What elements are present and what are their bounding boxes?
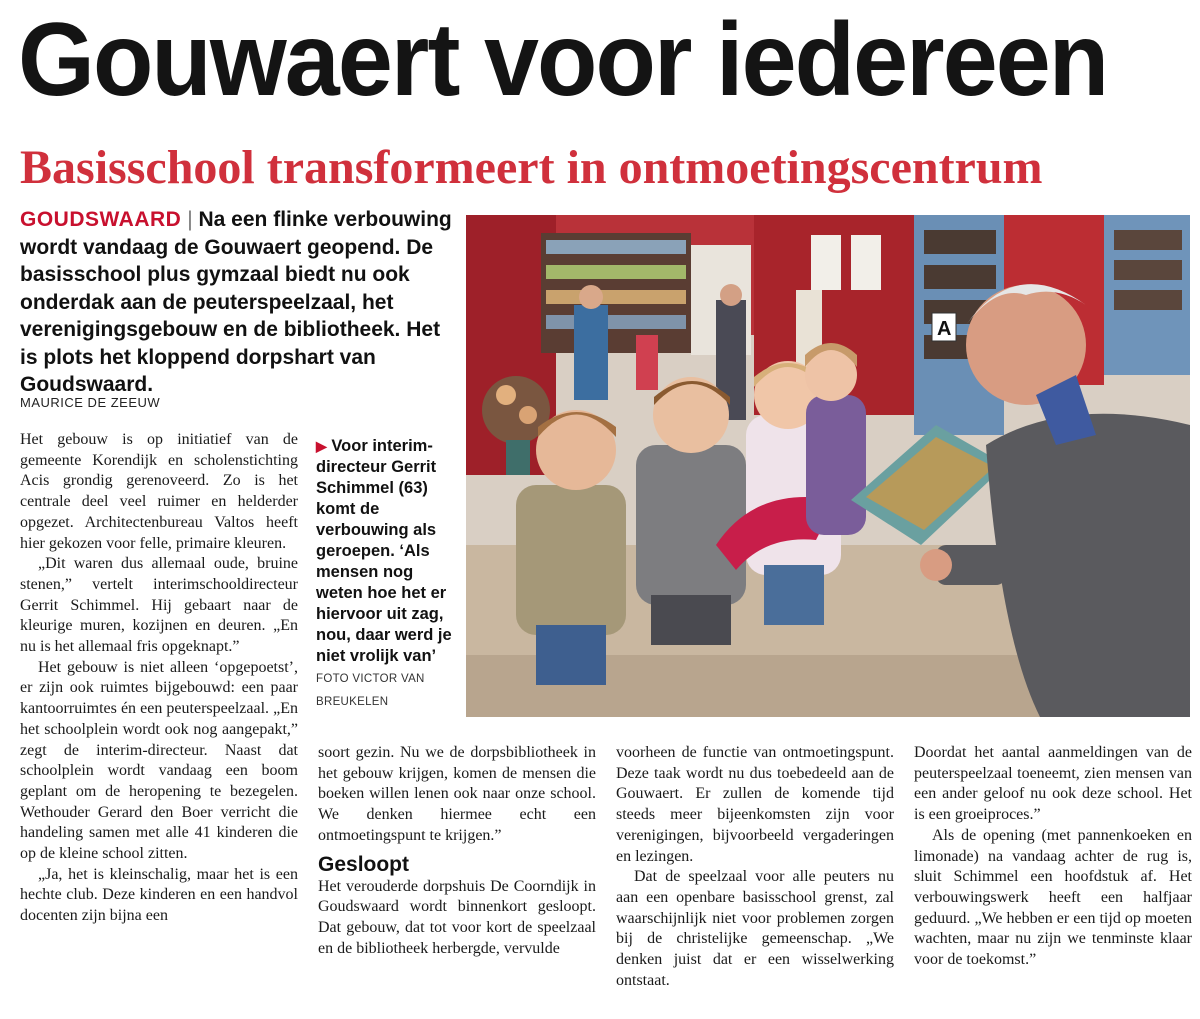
child-2 (636, 445, 746, 605)
article-photo (466, 215, 1190, 717)
paragraph: Dat de speelzaal voor alle peuters nu aan een openbare basisschool grenst, zal waarschijnlijk niet voor problemen zorgen bij de christelijke gemeenschap. „We denken juist dat er een wisselwerking ontstaat. (616, 868, 894, 989)
dateline-separator: | (187, 208, 193, 231)
photo-credit: FOTO VICTOR VAN BREUKELEN (316, 673, 425, 708)
paragraph: soort gezin. Nu we de dorpsbibliotheek in het gebouw krijgen, komen de mensen die boeken willen lenen ook naar onze school. We denken hiermee echt een ontmoetingspunt te krijgen.” (318, 744, 596, 844)
sign-letter: A (937, 318, 952, 340)
paragraph: „Ja, het is kleinschalig, maar het is een hechte club. Deze kinderen en een handvol docenten zijn bijna een (20, 865, 298, 925)
paragraph: Het gebouw is op initiatief van de gemeente Korendijk en scholenstichting Acis grondig gerenoveerd. Zo is het centrale deel veel ruimer en helderder opgezet. Architectenbureau Valtos heeft hier gekozen voor felle, primaire kleuren. (20, 431, 298, 552)
dateline: GOUDSWAARD (20, 208, 182, 231)
section-heading: Gesloopt (318, 852, 410, 876)
photo-illustration (466, 215, 1190, 717)
child-4 (806, 395, 866, 535)
caption-text: Voor interim-directeur Gerrit Schimmel (63) komt de verbouwing als geroepen. ‘Als mensen nog weten hoe het er hiervoor uit zag, nou, daar werd je niet vrolijk van’ (316, 437, 452, 665)
paragraph: Als de opening (met pannenkoeken en limonade) na vandaag achter de rug is, sluit Schimmel een hoofdstuk af. Het verbouwingswerk heeft een halfjaar geduurd. „We hebben er een tijd op moeten wachten, maar nu zijn we tenminste klaar voor de toekomst.” (914, 826, 1192, 969)
subheadline: Basisschool transformeert in ontmoetingscentrum (20, 141, 1043, 194)
byline: MAURICE DE ZEEUW (20, 395, 161, 410)
intro-paragraph (20, 206, 460, 399)
child-1 (516, 485, 626, 635)
article-column-2 (318, 743, 596, 959)
photo-caption (316, 436, 462, 713)
paragraph: Het verouderde dorpshuis De Coorndijk in Goudswaard wordt binnenkort gesloopt. Dat gebouw, dat tot voor kort de speelzaal en de bibliotheek herbergde, vervulde (318, 877, 596, 957)
paragraph: Het gebouw is niet alleen ‘opgepoetst’, er zijn ook ruimtes bijgebouwd: een paar kantoorruimtes én een peuterspeelzaal. „En het schoolplein wordt ook nog aangepakt,” zegt de interim-directeur. Naast dat schoolplein wordt vandaag een boom geplant om de heropening te bezegelen. Wethouder Gerard den Boer verricht die handeling samen met alle 41 kinderen die op de kleine school zitten. (20, 658, 298, 863)
caption-marker-icon: ▶ (316, 438, 327, 454)
paragraph: „Dit waren dus allemaal oude, bruine stenen,” vertelt interimschooldirecteur Gerrit Schimmel. Hij gebaart naar de kleurige muren, kozijnen en deuren. „En nu is het allemaal fris opgeknapt.” (20, 555, 298, 656)
intro-text: Na een flinke verbouwing wordt vandaag de Gouwaert geopend. De basisschool plus gymzaal biedt nu ook onderdak aan de peuterspeelzaal, het verenigingsgebouw en de bibliotheek. Het is plots het kloppend dorpshart van Goudswaard. (20, 208, 452, 396)
article-column-1 (20, 430, 298, 927)
article-column-3 (616, 743, 894, 991)
paragraph: Doordat het aantal aanmeldingen van de peuterspeelzaal toeneemt, zien mensen van een ander geloof nu ook deze school. Het is een groeiproces.” (914, 744, 1192, 824)
article-column-4 (914, 743, 1192, 971)
paragraph: voorheen de functie van ontmoetingspunt. Deze taak wordt nu dus toebedeeld aan de Gouwaert. Er zullen de komende tijd steeds meer bijeenkomsten zijn voor verenigingen, bijvoorbeeld vergaderingen en lezingen. (616, 744, 894, 865)
headline: Gouwaert voor iedereen (18, 2, 1108, 118)
